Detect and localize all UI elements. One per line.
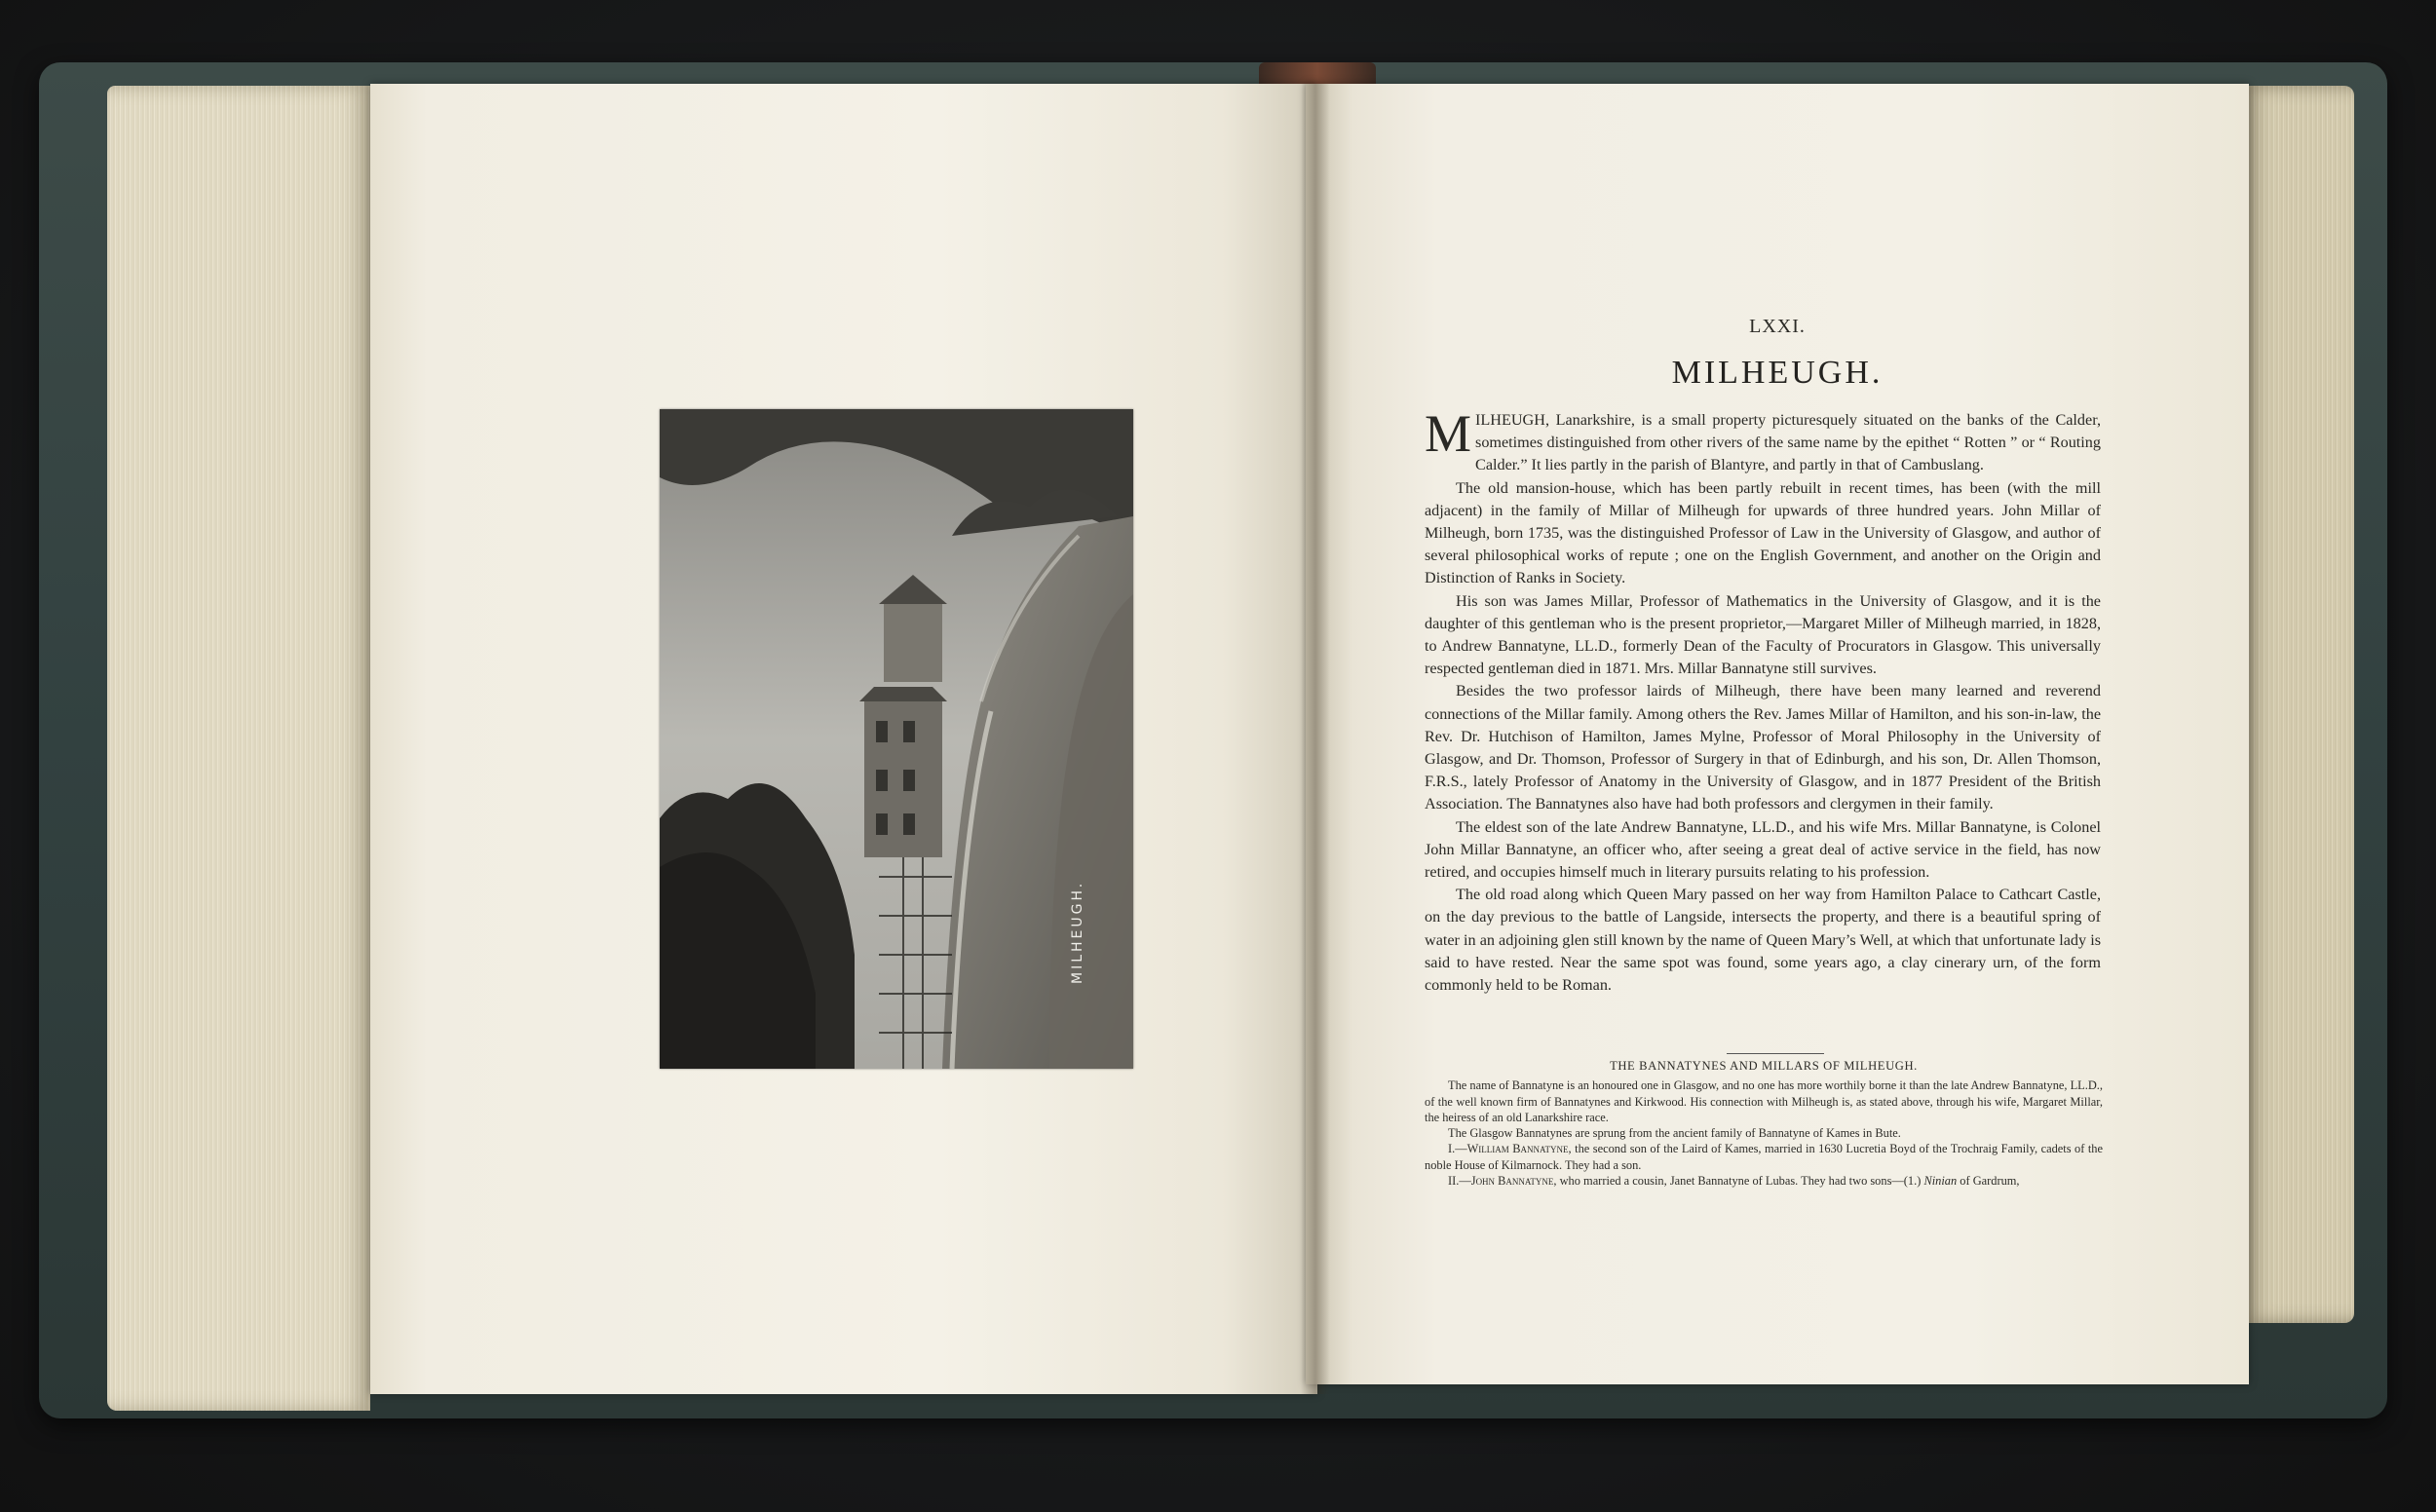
page-edges-left [107, 86, 370, 1411]
chapter-number: LXXI. [1749, 316, 1806, 337]
paragraph-5: The eldest son of the late Andrew Bannatyne, LL.D., and his wife Mrs. Millar Bannatyne, is Colonel John Millar Bannatyne, an officer who, after seeing a great deal of active service in the field, has now retired, and occupies himself much in literary pursuits relating to his profession. [1425, 817, 2101, 882]
photo-caption: MILHEUGH. [1070, 880, 1085, 984]
photo-illustration [660, 409, 1133, 1069]
section-rule [1727, 1053, 1824, 1054]
book-gutter [1301, 84, 1330, 1394]
paragraph-1: MILHEUGH, Lanarkshire, is a small property picturesquely situated on the banks of the Calder, sometimes distinguished from other rivers of the same name by the epithet “ Rotten ” or “ Routing Calder.” It lies partly in the parish of Blantyre, and partly in that of Cambuslang. [1425, 404, 2101, 474]
chapter-title: MILHEUGH. [1671, 355, 1884, 391]
page-edges-right [2241, 86, 2354, 1323]
paragraph-6: The old road along which Queen Mary passed on her way from Hamilton Palace to Cathcart Castle, on the day previous to the battle of Langside, intersects the property, and there is a beautiful spring of water in an adjoining glen still known by the name of Queen Mary’s Well, at which that unfortunate lady is said to have rested. Near the same spot was found, some years ago, a clay cinerary urn, of the form commonly held to be Roman. [1425, 886, 2101, 995]
body-text [1425, 404, 2101, 997]
note-3: I.—William Bannatyne, the second son of the Laird of Kames, married in 1630 Lucretia Boyd of the Trochraig Family, cadets of the noble House of Kilmarnock. They had a son. [1425, 1142, 2103, 1172]
photograph-milheugh [660, 409, 1133, 1069]
paragraph-4: Besides the two professor lairds of Milheugh, there have been many learned and reverend connections of the Millar family. Among others the Rev. James Millar of Hamilton, and his son-in-law, the Rev. Dr. Hutchison of Hamilton, James Mylne, Professor of Moral Philosophy in the University of Glasgow, and Dr. Thomson, Professor of Surgery in that of Edinburgh, and his son, Dr. Allen Thomson, F.R.S., lately Professor of Anatomy in the University of Glasgow, and in 1877 President of the British Association. The Bannatynes also have had both professors and clergymen in their family. [1425, 682, 2101, 813]
note-2: The Glasgow Bannatynes are sprung from the ancient family of Bannatyne of Kames in Bute. [1448, 1126, 1901, 1141]
notes-heading: THE BANNATYNES AND MILLARS OF MILHEUGH. [1610, 1059, 1918, 1073]
footnotes [1425, 1058, 2103, 1189]
drop-cap: M [1425, 404, 1472, 463]
note-4: II.—John Bannatyne, who married a cousin, Janet Bannatyne of Lubas. They had two sons—(1.) Ninian of Gardrum, [1448, 1174, 2020, 1189]
paragraph-2: The old mansion-house, which has been partly rebuilt in recent times, has been (with the mill adjacent) in the family of Millar of Milheugh for upwards of three hundred years. John Millar of Milheugh, born 1735, was the distinguished Professor of Law in the University of Glasgow, and author of several philosophical works of repute ; one on the English Government, and another on the Origin and Distinction of Ranks in Society. [1425, 478, 2101, 587]
note-1: The name of Bannatyne is an honoured one in Glasgow, and no one has more worthily borne it than the late Andrew Bannatyne, LL.D., of the well known firm of Bannatynes and Kirkwood. His connection with Milheugh is, as stated above, through his wife, Margaret Millar, the heiress of an old Lanarkshire race. [1425, 1078, 2103, 1124]
paragraph-3: His son was James Millar, Professor of Mathematics in the University of Glasgow, and it is the daughter of this gentleman who is the present proprietor,—Margaret Miller of Milheugh married, in 1828, to Andrew Bannatyne, LL.D., formerly Dean of the Faculty of Procurators in Glasgow. This universally respected gentleman died in 1871. Mrs. Millar Bannatyne still survives. [1425, 591, 2101, 678]
